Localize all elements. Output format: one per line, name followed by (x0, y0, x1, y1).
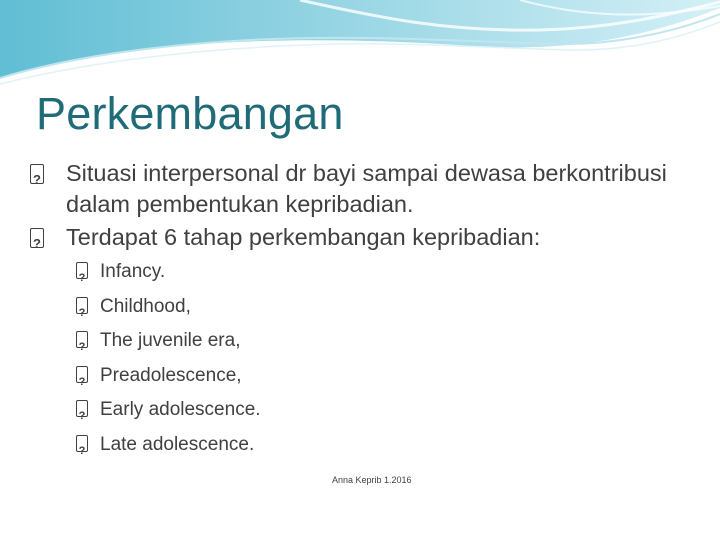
bullet-item (30, 222, 690, 253)
bullet-placeholder-icon (76, 290, 88, 325)
sub-bullet-item (30, 393, 690, 428)
bullet-text: Situasi interpersonal dr bayi sampai dewasa berkontribusi dalam pembentukan kepribadian. (66, 160, 667, 217)
bullet-item (30, 158, 690, 220)
bullet-placeholder-icon (76, 324, 88, 359)
header-wave-decoration (0, 0, 720, 90)
sub-bullet-text: Preadolescence, (100, 364, 242, 386)
sub-bullet-text: Early adolescence. (100, 399, 261, 420)
sub-bullet-text: Childhood, (100, 295, 191, 317)
sub-bullet-item (30, 428, 690, 463)
sub-bullet-text: The juvenile era, (100, 330, 241, 351)
sub-bullet-item (30, 255, 690, 290)
bullet-text: Terdapat 6 tahap perkembangan kepribadian: (66, 224, 541, 250)
bullet-placeholder-icon (76, 359, 88, 394)
sub-bullet-text: Late adolescence. (100, 433, 255, 455)
bullet-placeholder-icon (76, 255, 88, 290)
bullet-placeholder-icon (30, 158, 66, 189)
slide-title: Perkembangan (36, 88, 344, 139)
bullet-placeholder-icon (76, 393, 88, 428)
slide-footer: Anna Keprib 1.2016 (332, 475, 412, 485)
sub-bullet-item (30, 359, 690, 394)
sub-bullet-text: Infancy. (100, 261, 166, 282)
sub-bullet-item (30, 290, 690, 325)
bullet-list (30, 158, 690, 462)
bullet-placeholder-icon (76, 428, 88, 463)
sub-bullet-item (30, 324, 690, 359)
bullet-placeholder-icon (30, 222, 66, 253)
